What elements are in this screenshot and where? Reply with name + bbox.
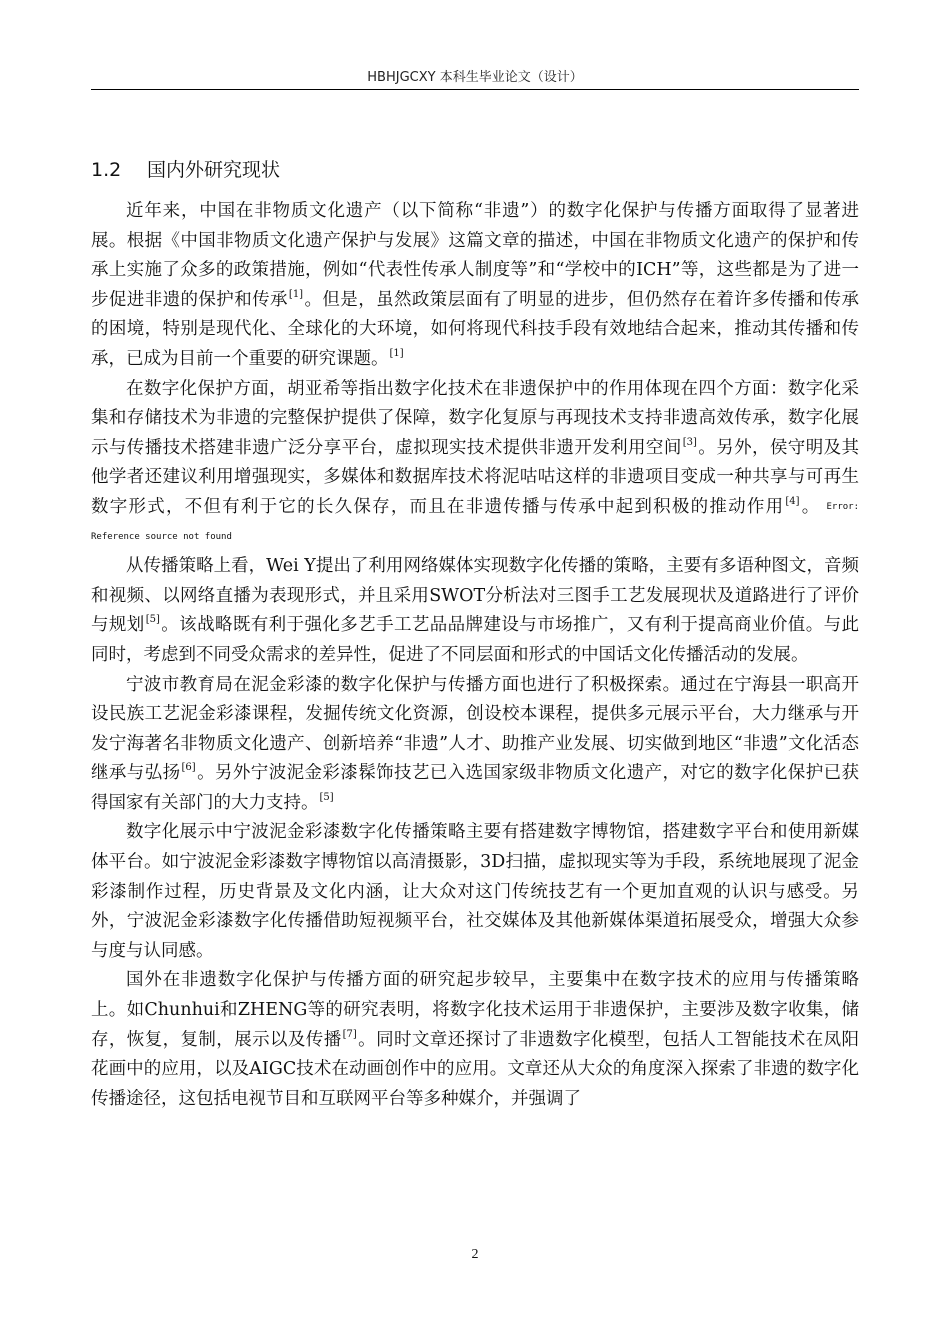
citation-ref: [4] bbox=[785, 495, 800, 507]
reference-error-note: Error: Reference source not found bbox=[91, 501, 860, 542]
paragraph-text: 。另外宁波泥金彩漆髹饰技艺已入选国家级非物质文化遗产，对它的数字化保护已获得国家有关部门的大力支持。 bbox=[91, 763, 860, 813]
section-heading bbox=[91, 155, 859, 182]
paragraph bbox=[91, 552, 859, 670]
paragraph-text: 近年来，中国在非物质文化遗产（以下简称“非遗”）的数字化保护与传播方面取得了显著进展。根据《中国非物质文化遗产保护与发展》这篇文章的描述，中国在非物质文化遗产的保护和传承上实施了众多的政策措施，例如“代表性传承人制度等”和“学校中的ICH”等，这些都是为了进一步促进非遗的保护和传承 bbox=[91, 201, 859, 310]
paragraph-text: 。但是，虽然政策层面有了明显的进步，但仍然存在着许多传播和传承的困境，特别是现代化、全球化的大环境，如何将现代科技手段有效地结合起来，推动其传播和传承，已成为目前一个重要的研究课题。 bbox=[91, 289, 860, 369]
paragraph-text: 。另外，侯守明及其他学者还建议利用增强现实，多媒体和数据库技术将泥咕咕这样的非遗项目变成一种共享与可再生数字形式，不但有利于它的长久保存，而且在非遗传播与传承中起到积极的推动作用 bbox=[91, 437, 860, 517]
paragraph-text: 数字化展示中宁波泥金彩漆数字化传播策略主要有搭建数字博物馆，搭建数字平台和使用新媒体平台。如宁波泥金彩漆数字博物馆以高清摄影，3D扫描，虚拟现实等为手段，系统地展现了泥金彩漆制作过程，历史背景及文化内涵，让大众对这门传统技艺有一个更加直观的认识与感受。另外，宁波泥金彩漆数字化传播借助短视频平台，社交媒体及其他新媒体渠道拓展受众，增强大众参与度与认同感。 bbox=[91, 822, 859, 961]
body-text bbox=[91, 197, 859, 1114]
paragraph bbox=[91, 375, 859, 553]
paragraph-text: 。该战略既有利于强化多艺手工艺品品牌建设与市场推广，又有利于提高商业价值。与此同时，考虑到不同受众需求的差异性，促进了不同层面和形式的中国话文化传播活动的发展。 bbox=[91, 615, 859, 665]
paragraph-text: 国外在非遗数字化保护与传播方面的研究起步较早，主要集中在数字技术的应用与传播策略上。如Chunhui和ZHENG等的研究表明，将数字化技术运用于非遗保护，主要涉及数字收集，储存，恢复，复制，展示以及传播 bbox=[91, 970, 859, 1050]
section-title: 国内外研究现状 bbox=[147, 159, 281, 181]
paragraph bbox=[91, 197, 859, 375]
paragraph-text: 从传播策略上看，Wei Y提出了利用网络媒体实现数字化传播的策略，主要有多语种图文，音频和视频、以网络直播为表现形式，并且采用SWOT分析法对三图手工艺发展现状及道路进行了评价与规划 bbox=[91, 556, 859, 636]
citation-ref: [5] bbox=[145, 614, 160, 626]
citation-ref: [1] bbox=[389, 347, 404, 359]
paragraph-text: 宁波市教育局在泥金彩漆的数字化保护与传播方面也进行了积极探索。通过在宁海县一职高开设民族工艺泥金彩漆课程，发掘传统文化资源，创设校本课程，提供多元展示平台，大力继承与开发宁海著名非物质文化遗产、创新培养“非遗”人才、助推产业发展、切实做到地区“非遗”文化活态继承与弘扬 bbox=[91, 674, 859, 784]
running-header: HBHJGCXY 本科生毕业论文（设计） bbox=[367, 70, 583, 85]
paragraph bbox=[91, 966, 859, 1114]
citation-ref: [7] bbox=[342, 1028, 357, 1040]
citation-ref: [3] bbox=[682, 436, 697, 448]
citation-ref: [6] bbox=[181, 762, 196, 774]
paragraph-text: 在数字化保护方面，胡亚希等指出数字化技术在非遗保护中的作用体现在四个方面：数字化采集和存储技术为非遗的完整保护提供了保障，数字化复原与再现技术支持非遗高效传承，数字化展示与传播技术搭建非遗广泛分享平台，虚拟现实技术提供非遗开发利用空间 bbox=[91, 378, 859, 458]
citation-ref: [1] bbox=[288, 288, 304, 300]
header-rule bbox=[91, 89, 859, 90]
citation-ref: [5] bbox=[319, 791, 334, 803]
page-number: 2 bbox=[471, 1247, 479, 1262]
paragraph bbox=[91, 818, 859, 966]
paragraph bbox=[91, 671, 859, 819]
paragraph-text: 。 bbox=[800, 496, 821, 517]
section-number: 1.2 bbox=[91, 159, 122, 181]
paragraph-text: 。同时文章还探讨了非遗数字化模型，包括人工智能技术在凤阳花画中的应用，以及AIGC技术在动画创作中的应用。文章还从大众的角度深入探索了非遗的数字化传播途径，这包括电视节目和互联网平台等多种媒介，并强调了 bbox=[91, 1029, 859, 1109]
